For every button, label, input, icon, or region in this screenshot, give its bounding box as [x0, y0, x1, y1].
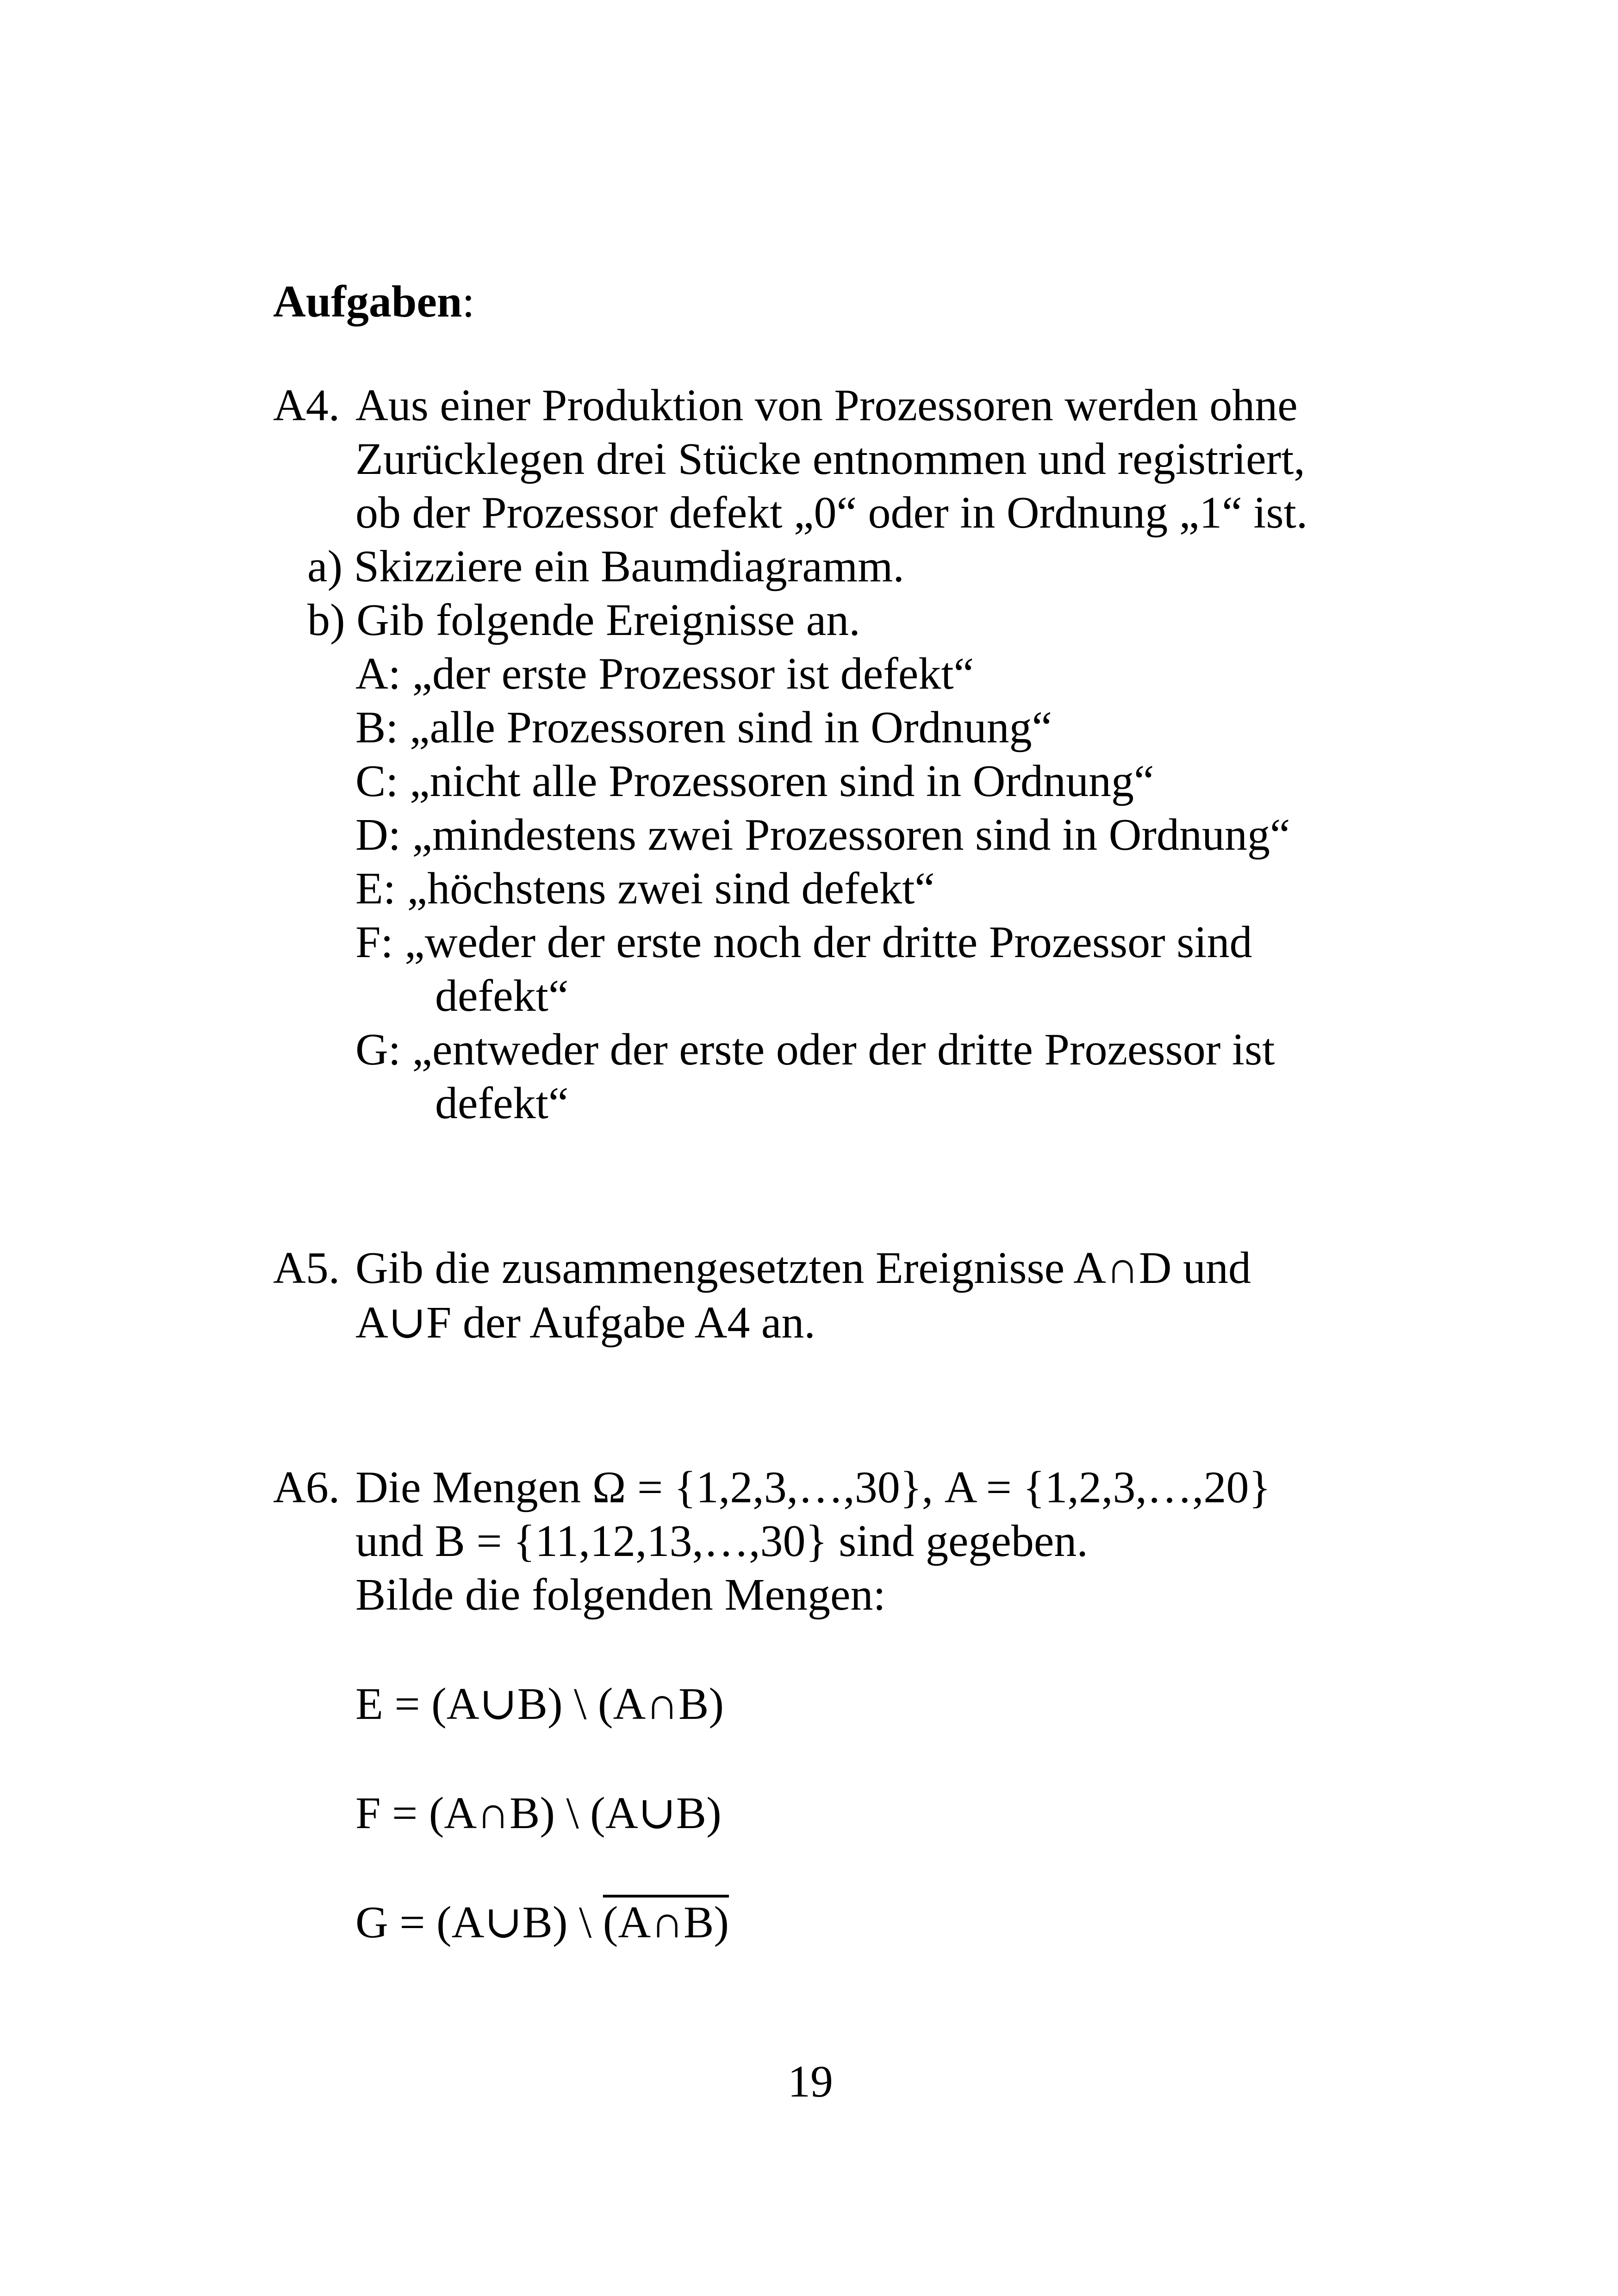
event-a: A: „der erste Prozessor ist defekt“: [355, 649, 974, 699]
event-f-continuation: defekt“: [435, 971, 569, 1021]
formula-g-prefix: G = (A∪B) \: [355, 1898, 603, 1948]
task-a6-number: A6.: [273, 1462, 340, 1512]
formula-g: [355, 1898, 729, 1948]
task-a4-number: A4.: [273, 380, 340, 430]
task-a4-intro-line-3: ob der Prozessor defekt „0“ oder in Ordnung „1“ ist.: [355, 488, 1308, 538]
event-c: C: „nicht alle Prozessoren sind in Ordnung“: [355, 756, 1154, 806]
formula-g-complement: (A∩B): [603, 1898, 729, 1948]
page-heading: [273, 277, 475, 327]
task-a4-part-b: b) Gib folgende Ereignisse an.: [307, 595, 860, 645]
event-d: D: „mindestens zwei Prozessoren sind in Ordnung“: [355, 810, 1290, 860]
event-e: E: „höchstens zwei sind defekt“: [355, 864, 935, 914]
task-a6-line-2: und B = {11,12,13,…,30} sind gegeben.: [355, 1516, 1088, 1566]
formula-f: F = (A∩B) \ (A∪B): [355, 1788, 722, 1838]
task-a5-number: A5.: [273, 1243, 340, 1293]
task-a4-intro-line-1: Aus einer Produktion von Prozessoren werden ohne: [355, 380, 1298, 430]
page-number: 19: [788, 2057, 833, 2107]
task-a4-part-a: a) Skizziere ein Baumdiagramm.: [307, 541, 904, 591]
event-b: B: „alle Prozessoren sind in Ordnung“: [355, 703, 1052, 753]
heading-colon: :: [462, 277, 475, 327]
task-a6-line-3: Bilde die folgenden Mengen:: [355, 1570, 886, 1620]
task-a4-intro-line-2: Zurücklegen drei Stücke entnommen und registriert,: [355, 434, 1305, 484]
event-f: F: „weder der erste noch der dritte Prozessor sind: [355, 917, 1252, 967]
task-a5-line-2: A∪F der Aufgabe A4 an.: [355, 1298, 815, 1348]
heading-word: Aufgaben: [273, 277, 462, 327]
task-a6-line-1: Die Mengen Ω = {1,2,3,…,30}, A = {1,2,3,…,20}: [355, 1462, 1271, 1512]
event-g-continuation: defekt“: [435, 1078, 569, 1128]
formula-e: E = (A∪B) \ (A∩B): [355, 1679, 724, 1729]
event-g: G: „entweder der erste oder der dritte Prozessor ist: [355, 1025, 1275, 1075]
task-a5-line-1: Gib die zusammengesetzten Ereignisse A∩D und: [355, 1243, 1251, 1293]
